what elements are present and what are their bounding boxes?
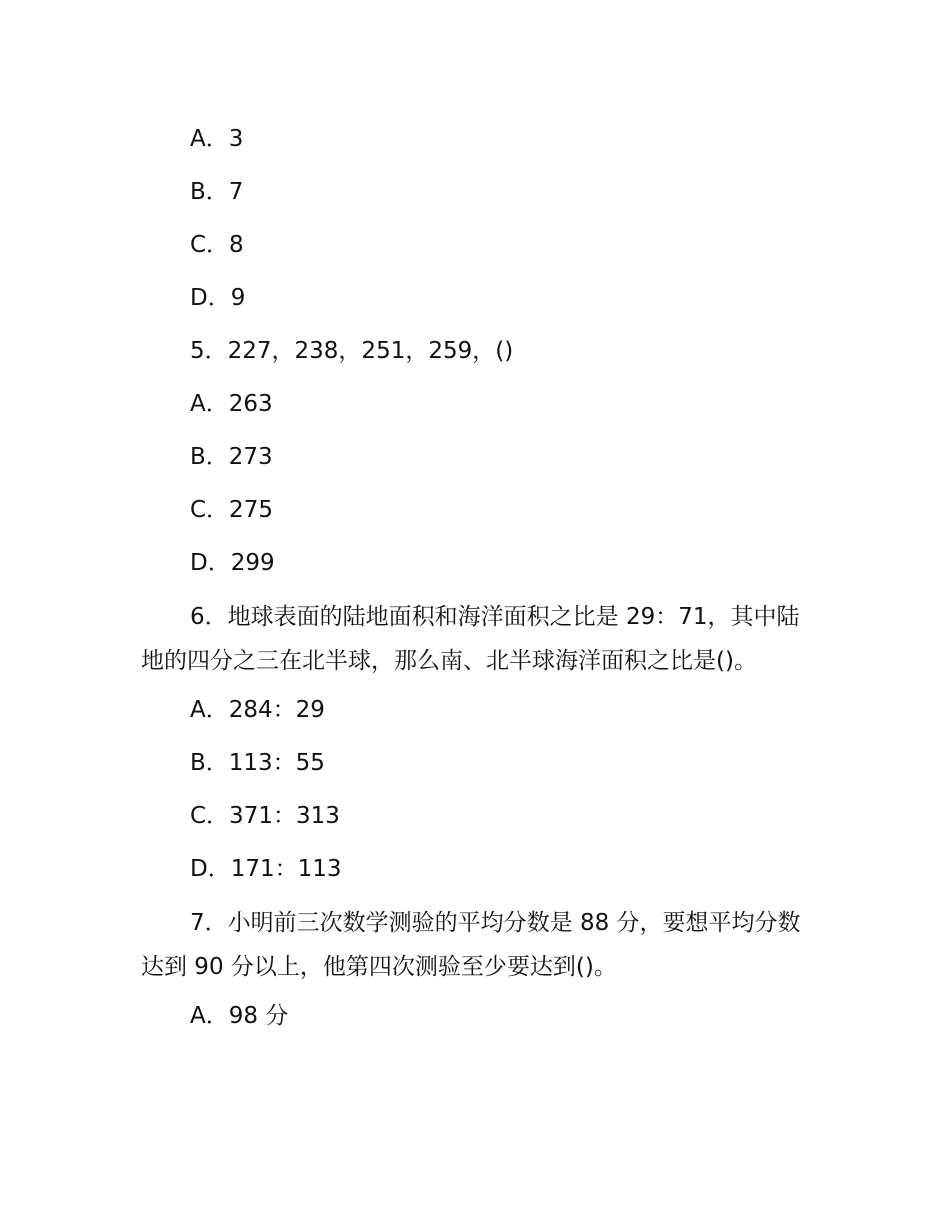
q5-option-d: D．299 [190, 550, 275, 576]
q5-stem: 5．227，238，251，259，() [190, 338, 514, 364]
q6-option-c: C．371：313 [190, 803, 340, 829]
q4-option-c: C．8 [190, 232, 244, 258]
q4-option-b: B．7 [190, 179, 244, 205]
q5-option-b: B．273 [190, 444, 273, 470]
q4-option-a: A．3 [190, 126, 244, 152]
q7-option-a: A．98 分 [190, 1003, 289, 1029]
question-list [141, 118, 813, 1048]
q6-stem: 6．地球表面的陆地面积和海洋面积之比是 29：71，其中陆地的四分之三在北半球，那么南、北半球海洋面积之比是()。 [141, 604, 800, 674]
q5-option-a: A．263 [190, 391, 273, 417]
q7-stem: 7．小明前三次数学测验的平均分数是 88 分，要想平均分数达到 90 分以上，他第四次测验至少要达到()。 [141, 910, 801, 980]
q6-option-a: A．284：29 [190, 697, 325, 723]
q5-option-c: C．275 [190, 497, 273, 523]
q4-option-d: D．9 [190, 285, 246, 311]
q6-option-d: D．171：113 [190, 856, 342, 882]
q6-option-b: B．113：55 [190, 750, 325, 776]
